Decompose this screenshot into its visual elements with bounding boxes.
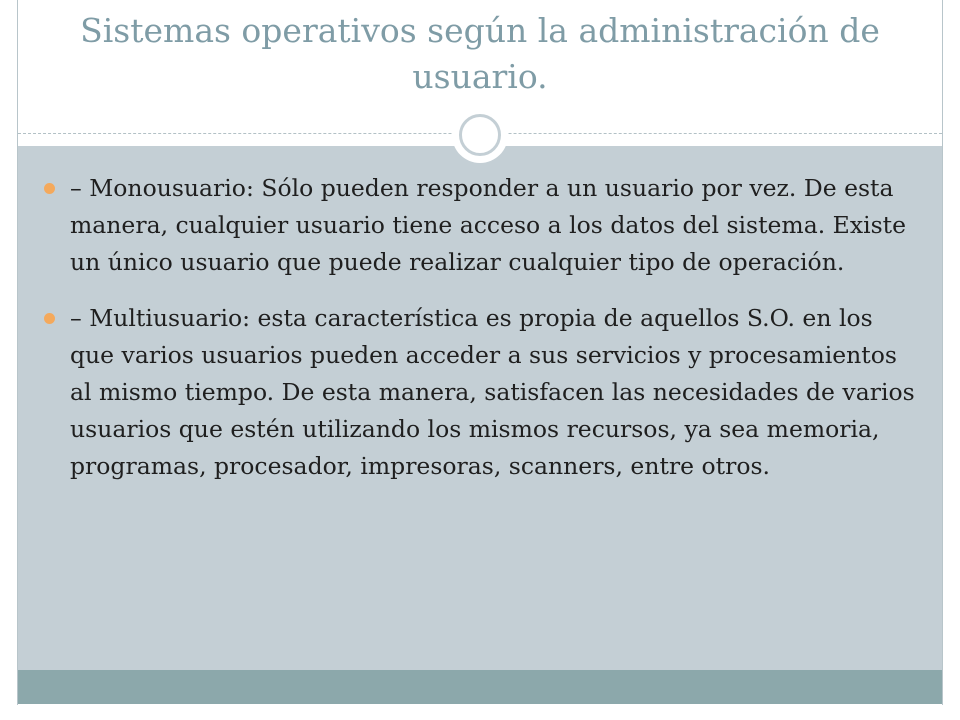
- bullet-text: – Multiusuario: esta característica es propia de aquellos S.O. en los que varios usuarios pueden acceder a sus servicios y procesamientos al mismo tiempo. De esta manera, satisfacen las necesidades de varios usuarios que estén utilizando los mismos recursos, ya sea memoria, programas, procesador, impresoras, scanners, entre otros.: [70, 304, 915, 480]
- bullet-text: – Monousuario: Sólo pueden responder a un usuario por vez. De esta manera, cualquier usuario tiene acceso a los datos del sistema. Existe un único usuario que puede realizar cualquier tipo de operación.: [70, 174, 906, 276]
- slide-frame: [17, 0, 943, 705]
- slide-title: Sistemas operativos según la administración de usuario.: [80, 11, 880, 96]
